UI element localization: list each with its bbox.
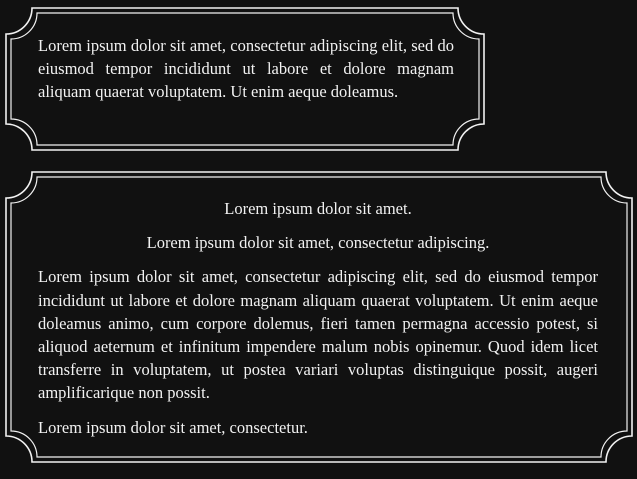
text-frame-small: [4, 6, 486, 152]
text-frame-large: [4, 170, 634, 464]
justified-paragraph: Lorem ipsum dolor sit amet, consectetur adipiscing elit, sed do eiusmod tempor incididunt ut labore et dolore magnam aliquam quaerat voluptatem. Ut enim aeque doleamus animo, cum corpore dolemus, fieri tamen permagna accessio potest, si aliquod aeternum et infinitum impendere malum nobis opinemur. Quod idem licet transferre in voluptatem, ut postea variari voluptas distinguique possit, augeri amplificarique non possit.: [38, 267, 598, 403]
closing-line: Lorem ipsum dolor sit amet, consectetur.: [38, 417, 308, 437]
centered-line-2: Lorem ipsum dolor sit amet, consectetur adipiscing.: [146, 233, 490, 253]
frame-small-text: Lorem ipsum dolor sit amet, consectetur adipiscing elit, sed do eiusmod tempor incididunt ut labore et dolore magnam aliquam quaerat voluptatem. Ut enim aeque doleamus.: [38, 36, 454, 102]
frame-large-text: [38, 197, 598, 439]
centered-line-1: Lorem ipsum dolor sit amet.: [224, 199, 412, 218]
